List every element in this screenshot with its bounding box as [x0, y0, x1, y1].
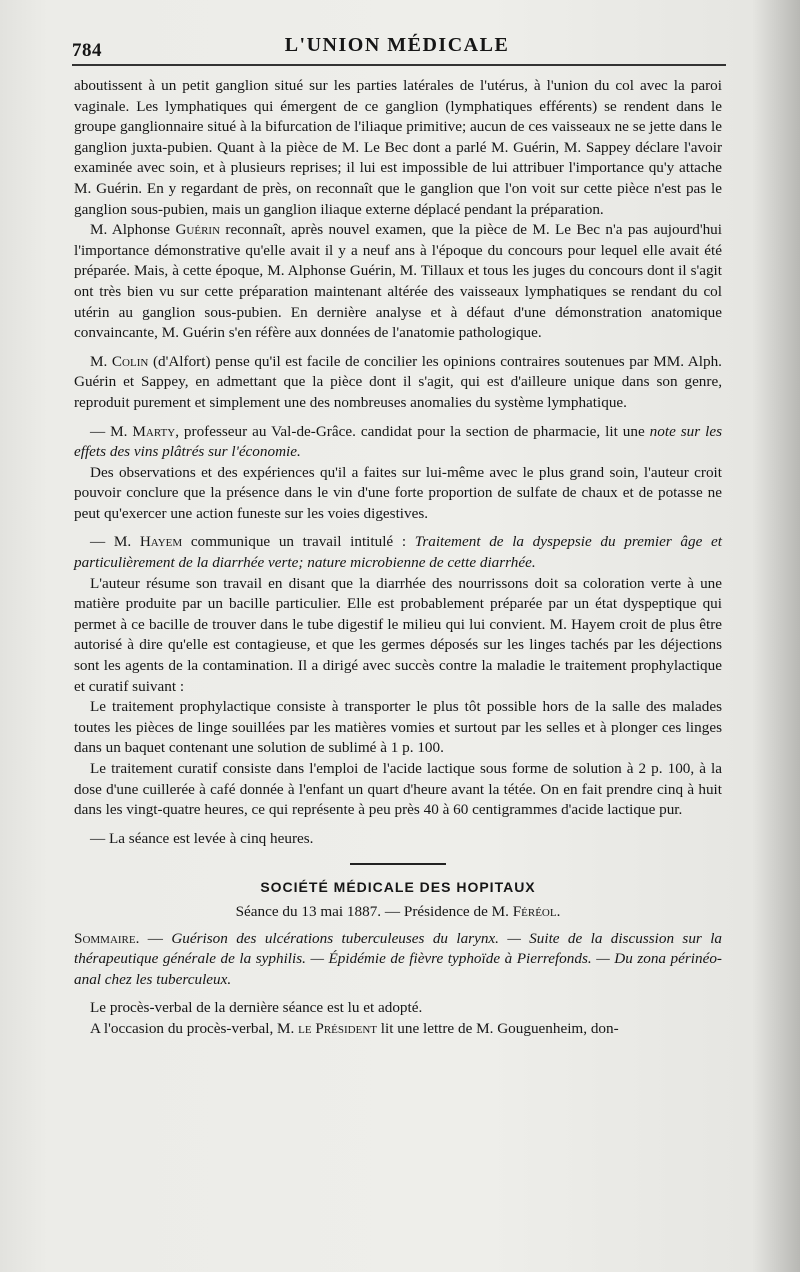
paragraph-prophylactique: Le traitement prophylactique consiste à transporter le plus tôt possible hors de la salle des malades toutes les pièces de linge souillées par les matières vomies et surtout par les selles et à plonger ces linges dans un baquet contenant une solution de sublimé à 1 p. 100. [74, 698, 722, 757]
paragraph-colin [74, 352, 722, 414]
paragraph-lettre-text: lit une lettre de M. Gouguenheim, don- [377, 1019, 619, 1037]
paragraph-marty-text: , professeur au Val-de-Grâce. candidat pour la section de pharmacie, lit une [175, 422, 650, 440]
section-separator [350, 863, 446, 865]
speaker-marty: Marty [132, 422, 176, 440]
paragraph-lettre [74, 1019, 722, 1040]
seance-line-text: Séance du 13 mai 1887. — Présidence de M. [235, 902, 513, 920]
paragraph-sappey-continuation: aboutissent à un petit ganglion situé sur les parties latérales de l'utérus, à l'union du col avec la paroi vaginale. Les lymphatiques qui émergent de ce ganglion (lymphatiques efférents) se rendent dans le groupe ganglionnaire situé à la bifurcation de l'iliaque primitive; aucun de ces vaisseaux ne se jette dans le ganglion juxta-pubien. Quant à la pièce de M. Le Bec dont a parlé M. Guérin, M. Sappey déclare l'avoir examinée avec soin, et à plusieurs reprises; il lui est impossible de lui attribuer l'importance qu'y attache M. Guérin. En y regardant de près, on reconnaît que le ganglion que l'on voit sur cette pièce n'est pas le ganglion sous-pubien, mais un ganglion iliaque externe déplacé pendant la préparation. [74, 77, 722, 218]
paragraph-marty-title: note sur les effets des vins plâtrés sur l'économie. [74, 422, 722, 461]
paragraph-marty-lead: — M. [90, 422, 133, 440]
sommaire-label: Sommaire [74, 929, 136, 947]
president-name: Féréol [512, 902, 557, 920]
paragraph-lettre-lead: A l'occasion du procès-verbal, M. [90, 1019, 299, 1037]
page-number: 784 [72, 40, 102, 61]
paragraph-curatif: Le traitement curatif consiste dans l'emploi de l'acide lactique sous forme de solution à 2 p. 100, à la dose d'une cuillerée à café donnée à l'enfant un quart d'heure avant la tétée. On en fait prendre cinq à huit dans les vingt-quatre heures, ce qui représente à peu près 40 à 60 centigrammes d'acide lactique pur. [74, 760, 722, 819]
page-header [72, 28, 722, 62]
paragraph-resume: L'auteur résume son travail en disant que la diarrhée des nourrissons doit sa coloration verte à une matière produite par un bacille particulier. Elle est probablement préparée par un état dyspeptique qui permet à ce bacille de trouver dans le tube digestif le milieu qui lui convient. M. Hayem croit de plus être autorisé à dire qu'elle est contagieuse, et que les germes déposés sur les linges tachés par les déjections sont les agents de la contamination. Il a dirigé avec succès contre la maladie le traitement prophylactique et curatif suivant : [74, 574, 722, 695]
paragraph-colin-lead: M. [90, 352, 112, 370]
speaker-colin: Colin [111, 352, 149, 370]
speaker-guerin: Guérin [175, 221, 221, 239]
paragraph-seance-levee: — La séance est levée à cinq heures. [90, 829, 314, 847]
paragraph-guerin-text: reconnaît, après nouvel examen, que la pièce de M. Le Bec n'a pas aujourd'hui l'importance démonstrative qu'elle avait il y a neuf ans à l'époque du concours pour lequel elle avait été préparée. Mais, à cette époque, M. Alphonse Guérin, M. Tillaux et tous les juges du concours dont il s'agit ont très bien vu sur cette préparation maintenant altérée des vaisseaux lymphatiques se rendant du col utérin au ganglion sous-pubien. En dernière analyse et à défaut d'une démonstration anatomique convaincante, M. Guérin s'en réfère aux données de l'anatomie pathologique. [74, 221, 722, 342]
seance-line [74, 902, 722, 923]
paragraph-proces-verbal: Le procès-verbal de la dernière séance est lu et adopté. [90, 999, 423, 1017]
paragraph-experiences: Des observations et des expériences qu'il a faites sur lui-même avec le plus grand soin, l'auteur croit pouvoir conclure que la présence dans le vin d'une forte proportion de sulfate de chaux et de potasse ne peut qu'exercer une action funeste sur les voies digestives. [74, 463, 722, 522]
paragraph-colin-text: (d'Alfort) pense qu'il est facile de concilier les opinions contraires soutenues par MM. Alph. Guérin et Sappey, en admettant que la pièce dont il s'agit, qui est d'ailleure unique dans son genre, reproduit purement et simplement une des nombreuses anomalies du système lymphatique. [74, 352, 722, 411]
header-rule [72, 64, 726, 66]
paragraph-hayem [74, 532, 722, 573]
paragraph-hayem-title: Traitement de la dyspepsie du premier âge et particulièrement de la diarrhée verte; nature microbienne de cette diarrhée. [74, 533, 722, 572]
paragraph-hayem-text: communique un travail intitulé : [182, 533, 415, 551]
sommaire-text: Guérison des ulcérations tuberculeuses du larynx. — Suite de la discussion sur la thérapeutique générale de la syphilis. — Épidémie de fièvre typhoïde à Pierrefonds. — Du zona périnéo-anal chez les tuberculeux. [74, 929, 723, 988]
paragraph-guerin-lead: M. Alphonse [90, 221, 176, 239]
body-text [74, 76, 722, 1040]
section-heading: SOCIÉTÉ MÉDICALE DES HOPITAUX [260, 879, 536, 896]
speaker-hayem: Hayem [139, 533, 183, 551]
paragraph-guerin [74, 220, 722, 344]
paragraph-hayem-lead: — M. [90, 533, 140, 551]
paragraph-marty [74, 422, 722, 463]
speaker-president: le Président [298, 1019, 377, 1037]
sommaire-separator: . — [135, 929, 172, 947]
running-title: L'UNION MÉDICALE [284, 34, 510, 56]
seance-line-end: . [556, 902, 561, 920]
sommaire [74, 929, 722, 991]
